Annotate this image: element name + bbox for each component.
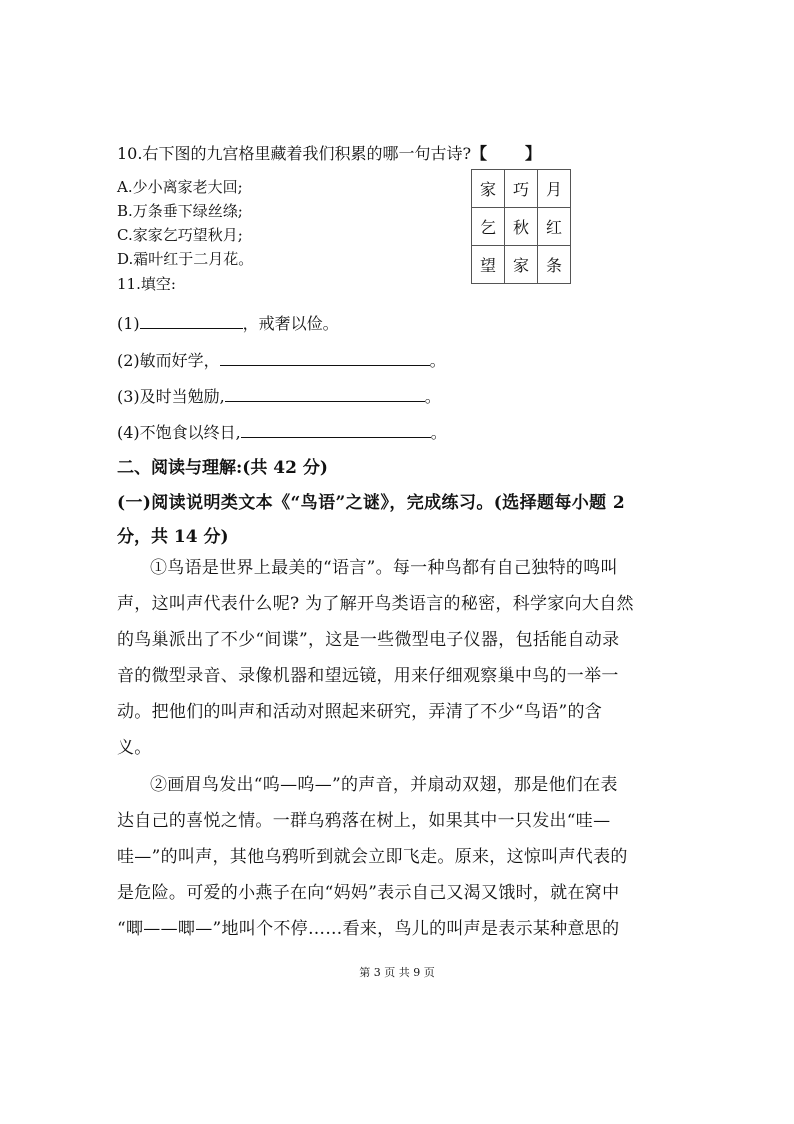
grid-cell: 乞 — [472, 208, 505, 246]
fill-blank-prefix: (1) — [117, 314, 140, 333]
grid-cell: 月 — [538, 170, 571, 208]
fill-blank-prefix: (2)敏而好学， — [117, 351, 220, 370]
passage-line: 义。 — [117, 738, 152, 758]
passage-line: 是危险。可爱的小燕子在向“妈妈”表示自己又渴又饿时，就在窝中 — [117, 883, 620, 903]
blank-line[interactable] — [220, 349, 430, 366]
question-11-title: 11.填空: — [117, 275, 176, 293]
grid-cell: 秋 — [505, 208, 538, 246]
blank-line[interactable] — [241, 421, 431, 438]
fill-blank-4 — [117, 420, 447, 443]
grid-cell: 条 — [538, 246, 571, 284]
section-2-subtitle-line2: 分，共 14 分) — [117, 527, 229, 547]
passage-line: 声，这叫声代表什么呢? 为了解开鸟类语言的秘密，科学家向大自然 — [117, 594, 634, 614]
nine-grid — [471, 169, 571, 284]
fill-blank-2 — [117, 348, 446, 371]
fill-blank-prefix: (3)及时当勉励, — [117, 387, 225, 406]
passage-line: 达自己的喜悦之情。一群乌鸦落在树上，如果其中一只发出“哇— — [117, 811, 611, 831]
passage-line: 动。把他们的叫声和活动对照起来研究，弄清了不少“鸟语”的含 — [117, 702, 603, 722]
option-d: D.霜叶红于二月花。 — [117, 250, 254, 268]
fill-blank-suffix: 。 — [429, 351, 446, 370]
answer-bracket-close: 】 — [525, 144, 542, 163]
option-b: B.万条垂下绿丝绦; — [117, 202, 243, 220]
section-2-subtitle-line1: (一)阅读说明类文本《“鸟语”之谜》，完成练习。(选择题每小题 2 — [117, 493, 626, 513]
section-2-title: 二、阅读与理解:(共 42 分) — [117, 458, 328, 478]
passage-line: 音的微型录音、录像机器和望远镜，用来仔细观察巢中鸟的一举一 — [117, 666, 619, 686]
option-a: A.少小离家老大回; — [117, 178, 243, 196]
grid-cell: 望 — [472, 246, 505, 284]
option-c: C.家家乞巧望秋月; — [117, 226, 243, 244]
grid-cell: 巧 — [505, 170, 538, 208]
passage-line: “唧——唧—”地叫个不停……看来，鸟儿的叫声是表示某种意思的 — [117, 919, 620, 939]
page-footer: 第 3 页 共 9 页 — [359, 966, 435, 979]
fill-blank-3 — [117, 384, 441, 407]
passage-line: ②画眉鸟发出“呜—呜—”的声音，并扇动双翅，那是他们在表 — [150, 775, 618, 795]
fill-blank-suffix: 。 — [424, 387, 441, 406]
grid-cell: 家 — [472, 170, 505, 208]
blank-line[interactable] — [140, 312, 243, 329]
fill-blank-prefix: (4)不饱食以终日, — [117, 423, 241, 442]
fill-blank-suffix: ，戒奢以俭。 — [242, 314, 339, 333]
answer-bracket-open: 【 — [471, 144, 488, 163]
blank-line[interactable] — [225, 385, 425, 402]
grid-cell: 红 — [538, 208, 571, 246]
grid-cell: 家 — [505, 246, 538, 284]
passage-line: 哇—”的叫声，其他乌鸦听到就会立即飞走。原来，这惊叫声代表的 — [117, 847, 628, 867]
question-10 — [117, 141, 541, 164]
passage-line: 的鸟巢派出了不少“间谍”，这是一些微型电子仪器，包括能自动录 — [117, 630, 620, 650]
fill-blank-1 — [117, 311, 339, 334]
fill-blank-suffix: 。 — [430, 423, 447, 442]
question-10-stem: 10.右下图的九宫格里藏着我们积累的哪一句古诗? — [117, 144, 472, 163]
passage-line: ①鸟语是世界上最美的“语言”。每一种鸟都有自己独特的鸣叫 — [150, 558, 618, 578]
